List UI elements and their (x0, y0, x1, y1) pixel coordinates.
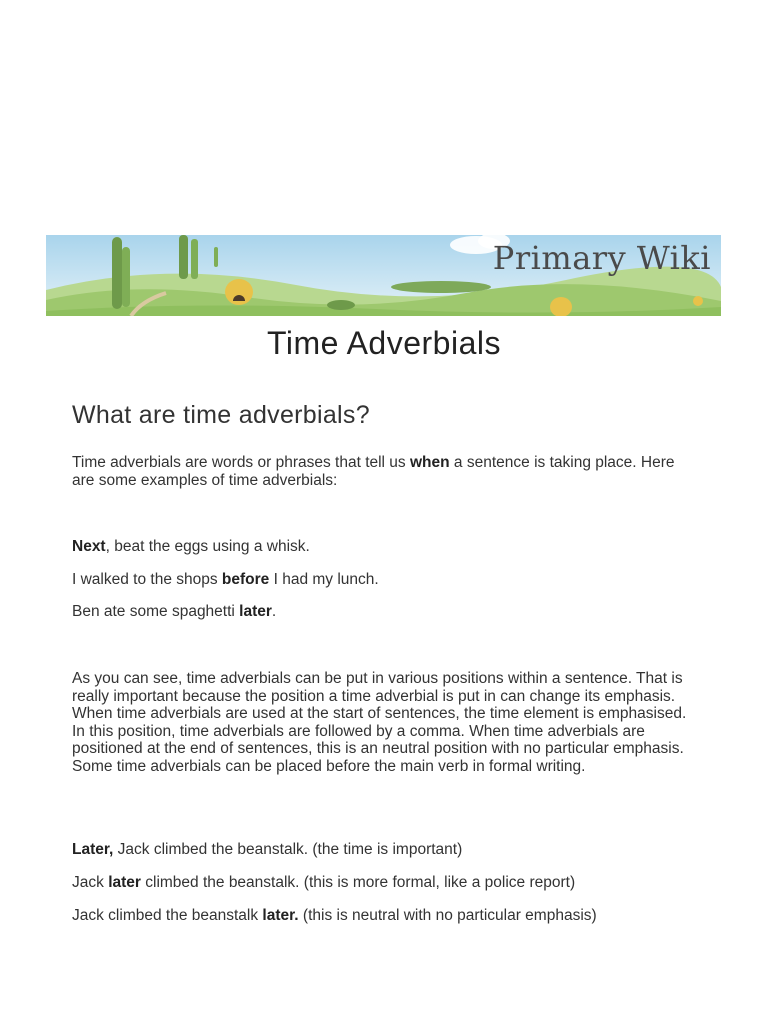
section-heading: What are time adverbials? (72, 401, 370, 429)
sentence-text: I had my lunch. (269, 571, 379, 588)
example-sentence (72, 907, 712, 925)
primary-wiki-banner (46, 235, 721, 316)
adverbial-bold: Next (72, 538, 106, 555)
banner-title: Primary Wiki (492, 239, 711, 277)
sentence-text: , beat the eggs using a whisk. (105, 538, 310, 555)
adverbial-bold: later. (262, 907, 299, 924)
sentence-text: Jack climbed the beanstalk. (the time is important) (113, 841, 463, 858)
example-sentence (72, 538, 712, 556)
intro-bold-text: when (410, 454, 450, 471)
sentence-text: Jack climbed the beanstalk (72, 907, 263, 924)
sentence-text: climbed the beanstalk. (this is more formal, like a police report) (140, 874, 576, 891)
adverbial-bold: before (221, 571, 270, 588)
sentence-text: Jack (72, 874, 109, 891)
intro-text-end: a sentence is taking place. Here are some examples of time adverbials: (72, 454, 675, 489)
intro-text: Time adverbials are words or phrases that tell us (72, 454, 410, 471)
adverbial-bold: later (108, 874, 141, 891)
example-sentence (72, 841, 712, 859)
intro-paragraph (72, 454, 697, 489)
sentence-text: I walked to the shops (72, 571, 222, 588)
example-sentence (72, 571, 712, 589)
page-title: Time Adverbials (267, 325, 501, 361)
example-sentence (72, 603, 712, 621)
sentence-text: . (271, 603, 277, 620)
sentence-text: (this is neutral with no particular emphasis) (298, 907, 597, 924)
explanation-paragraph: As you can see, time adverbials can be put in various positions within a sentence. That is really important because the position a time adverbial is put in can change its emphasis. When time adverbials are used at the start of sentences, the time element is emphasised. In this position, time adverbials are followed by a comma. When time adverbials are positioned at the end of sentences, this is an neutral position with no particular emphasis. Some time adverbials can be placed before the main verb in formal writing. (72, 670, 687, 775)
example-sentence (72, 874, 712, 892)
sentence-text: Ben ate some spaghetti (72, 603, 240, 620)
adverbial-bold: Later, (72, 841, 114, 858)
adverbial-bold: later (239, 603, 272, 620)
